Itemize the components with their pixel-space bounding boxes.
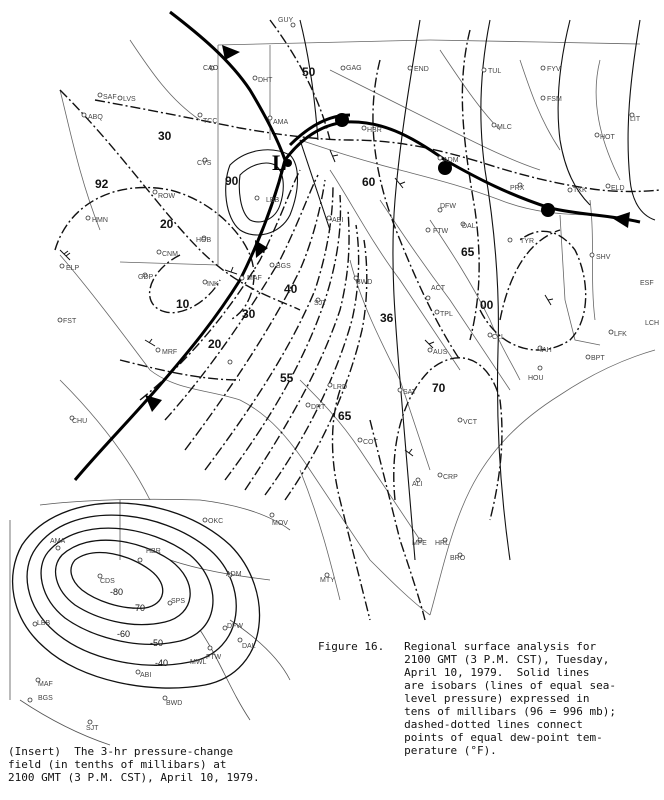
- station-SHV: SHV: [596, 254, 611, 261]
- value-55: 55: [280, 371, 294, 385]
- station-BRO: BRO: [450, 555, 466, 562]
- insert-station-DAL: DAL: [242, 643, 256, 650]
- station-GDP: GDP: [138, 274, 154, 281]
- insert-caption: [8, 745, 308, 784]
- insert-station-OKC: OKC: [208, 518, 224, 525]
- insert-station-FTW: FTW: [206, 654, 222, 661]
- value-30b: 30: [242, 307, 256, 321]
- station-CAO: CAO: [203, 65, 219, 72]
- insert-station-AMA: AMA: [50, 538, 66, 545]
- station-MFE: MFE: [412, 540, 427, 547]
- station-GUY: GUY: [278, 17, 294, 24]
- station-ABI: ABI: [332, 217, 344, 224]
- insert-value-m80: -80: [110, 587, 124, 597]
- insert-station-HBR: HBR: [146, 548, 161, 555]
- station-ADM: ADM: [443, 157, 459, 164]
- low-pressure-symbol: L: [272, 150, 287, 175]
- station-MOV: MOV: [272, 520, 288, 527]
- value-70: 70: [432, 381, 446, 395]
- station-DFW: DFW: [440, 203, 456, 210]
- insert-caption-line-1: (Insert) The 3-hr pressure-change: [8, 745, 234, 758]
- station-LFK: LFK: [614, 331, 627, 338]
- insert-values: [110, 587, 168, 668]
- insert-contours: [13, 503, 260, 688]
- value-65a: 65: [461, 245, 475, 259]
- station-DAL: DAL: [462, 223, 476, 230]
- value-00: 00: [480, 298, 494, 312]
- insert-value-m60: -60: [117, 629, 131, 639]
- station-END: END: [414, 66, 429, 73]
- value-30: 30: [158, 129, 172, 143]
- insert-station-BGS: BGS: [38, 695, 53, 702]
- station-CRP: CRP: [443, 474, 458, 481]
- figure-caption-line-3: April 10, 1979. Solid lines: [404, 666, 590, 679]
- main-map: [55, 12, 660, 620]
- station-FYV: FYV: [547, 66, 561, 73]
- station-FST: FST: [63, 318, 77, 325]
- figure-caption: [318, 640, 658, 757]
- station-TCC: TCC: [203, 118, 218, 125]
- insert-caption-line-3: 2100 GMT (3 P.M. CST), April 10, 1979.: [8, 771, 260, 784]
- station-HBR: HBR: [367, 127, 382, 134]
- insert-station-LBB: LBB: [37, 620, 51, 627]
- station-HOT: HOT: [600, 134, 615, 141]
- insert-station-ADM: ADM: [226, 571, 242, 578]
- station-TXK: TXK: [573, 187, 587, 194]
- station-GAG: GAG: [346, 65, 362, 72]
- figure-label: Figure 16.: [318, 640, 385, 653]
- station-SAT: SAT: [403, 389, 417, 396]
- value-20b: 20: [208, 337, 222, 351]
- station-TPL: TPL: [440, 311, 453, 318]
- station-BWD: BWD: [356, 279, 373, 286]
- station-CVS: CVS: [197, 160, 212, 167]
- station-CHU: CHU: [72, 418, 88, 425]
- station-LIT: LIT: [630, 116, 641, 123]
- insert-value-m40: -40: [155, 658, 169, 668]
- station-COT: COT: [363, 439, 378, 446]
- station-VCT: VCT: [463, 419, 477, 426]
- station-IAH: IAH: [540, 347, 552, 354]
- station-MRF: MRF: [162, 349, 178, 356]
- station-BPT: BPT: [591, 355, 605, 362]
- insert-caption-line-2: field (in tenths of millibars) at: [8, 758, 227, 771]
- station-LCH: LCH: [645, 320, 660, 327]
- value-92: 92: [95, 177, 109, 191]
- insert-station-MAF: MAF: [38, 681, 53, 688]
- station-DRT: DRT: [311, 404, 326, 411]
- figure-caption-line-7: dashed-dotted lines connect: [404, 718, 583, 731]
- figure-caption-line-6: tens of millibars (96 = 996 mb);: [404, 705, 617, 718]
- insert-boundaries: [10, 499, 290, 745]
- station-ABQ: ABQ: [88, 114, 103, 121]
- station-CNM: CNM: [162, 251, 178, 258]
- station-CLL: CLL: [492, 334, 505, 341]
- station-ESF: ESF: [640, 280, 654, 287]
- station-LBB: LBB: [266, 197, 280, 204]
- insert-station-CDS: CDS: [100, 578, 115, 585]
- station-SAF: SAF: [103, 94, 117, 101]
- insert-station-DFW: DFW: [227, 623, 243, 630]
- station-TYR: TYR: [520, 238, 534, 245]
- station-MLC: MLC: [497, 124, 512, 131]
- station-FTW: FTW: [433, 228, 449, 235]
- insert-station-SPS: SPS: [171, 598, 186, 605]
- figure-caption-line-2: 2100 GMT (3 P.M. CST), Tuesday,: [404, 653, 610, 666]
- station-MTY: MTY: [320, 577, 335, 584]
- station-TUL: TUL: [488, 68, 502, 75]
- value-40: 40: [284, 282, 298, 296]
- insert-map: [10, 499, 290, 745]
- station-FSM: FSM: [547, 96, 562, 103]
- figure-caption-line-9: perature (°F).: [404, 744, 497, 757]
- insert-station-ABI: ABI: [140, 672, 152, 679]
- insert-station-BWD: BWD: [166, 700, 183, 707]
- station-MAF: MAF: [247, 275, 262, 282]
- figure-caption-line-5: level pressure) expressed in: [404, 692, 590, 705]
- station-HOB: HOB: [196, 237, 212, 244]
- station-ALI: ALI: [412, 481, 423, 488]
- value-36: 36: [380, 311, 394, 325]
- station-PRX: PRX: [510, 185, 525, 192]
- station-INK: INK: [207, 281, 219, 288]
- state-boundaries: [60, 40, 655, 615]
- station-ROW: ROW: [158, 193, 176, 200]
- figure-caption-line-4: are isobars (lines of equal sea-: [404, 679, 617, 692]
- value-65b: 65: [338, 409, 352, 423]
- station-LRD: LRD: [333, 384, 348, 391]
- station-LVS: LVS: [123, 96, 136, 103]
- station-HOU: HOU: [528, 375, 544, 382]
- insert-value-m70: -70: [132, 603, 146, 613]
- value-20a: 20: [160, 217, 174, 231]
- station-HRL: HRL: [435, 540, 450, 547]
- contour-values: [95, 65, 494, 423]
- station-BGS: BGS: [276, 263, 291, 270]
- station-ACT: ACT: [431, 285, 445, 292]
- insert-station-MWL: MWL: [190, 659, 207, 666]
- figure-caption-line-1: Regional surface analysis for: [404, 640, 597, 653]
- figure-caption-line-8: points of equal dew-point tem-: [404, 731, 603, 744]
- station-ELP: ELP: [66, 265, 80, 272]
- value-10: 10: [176, 297, 190, 311]
- station-SJT: SJT: [314, 300, 327, 307]
- station-AMA: AMA: [273, 119, 289, 126]
- value-90: 90: [225, 174, 239, 188]
- station-HMN: HMN: [92, 217, 108, 224]
- value-60: 60: [362, 175, 376, 189]
- insert-station-markers: [28, 518, 242, 724]
- value-50: 50: [302, 65, 316, 79]
- insert-value-m50: -50: [150, 638, 164, 648]
- station-DHT: DHT: [258, 77, 273, 84]
- insert-station-SJT: SJT: [86, 725, 99, 732]
- station-ELD: ELD: [611, 185, 625, 192]
- dewpoint-lines: [55, 20, 660, 620]
- station-AUS: AUS: [433, 349, 448, 356]
